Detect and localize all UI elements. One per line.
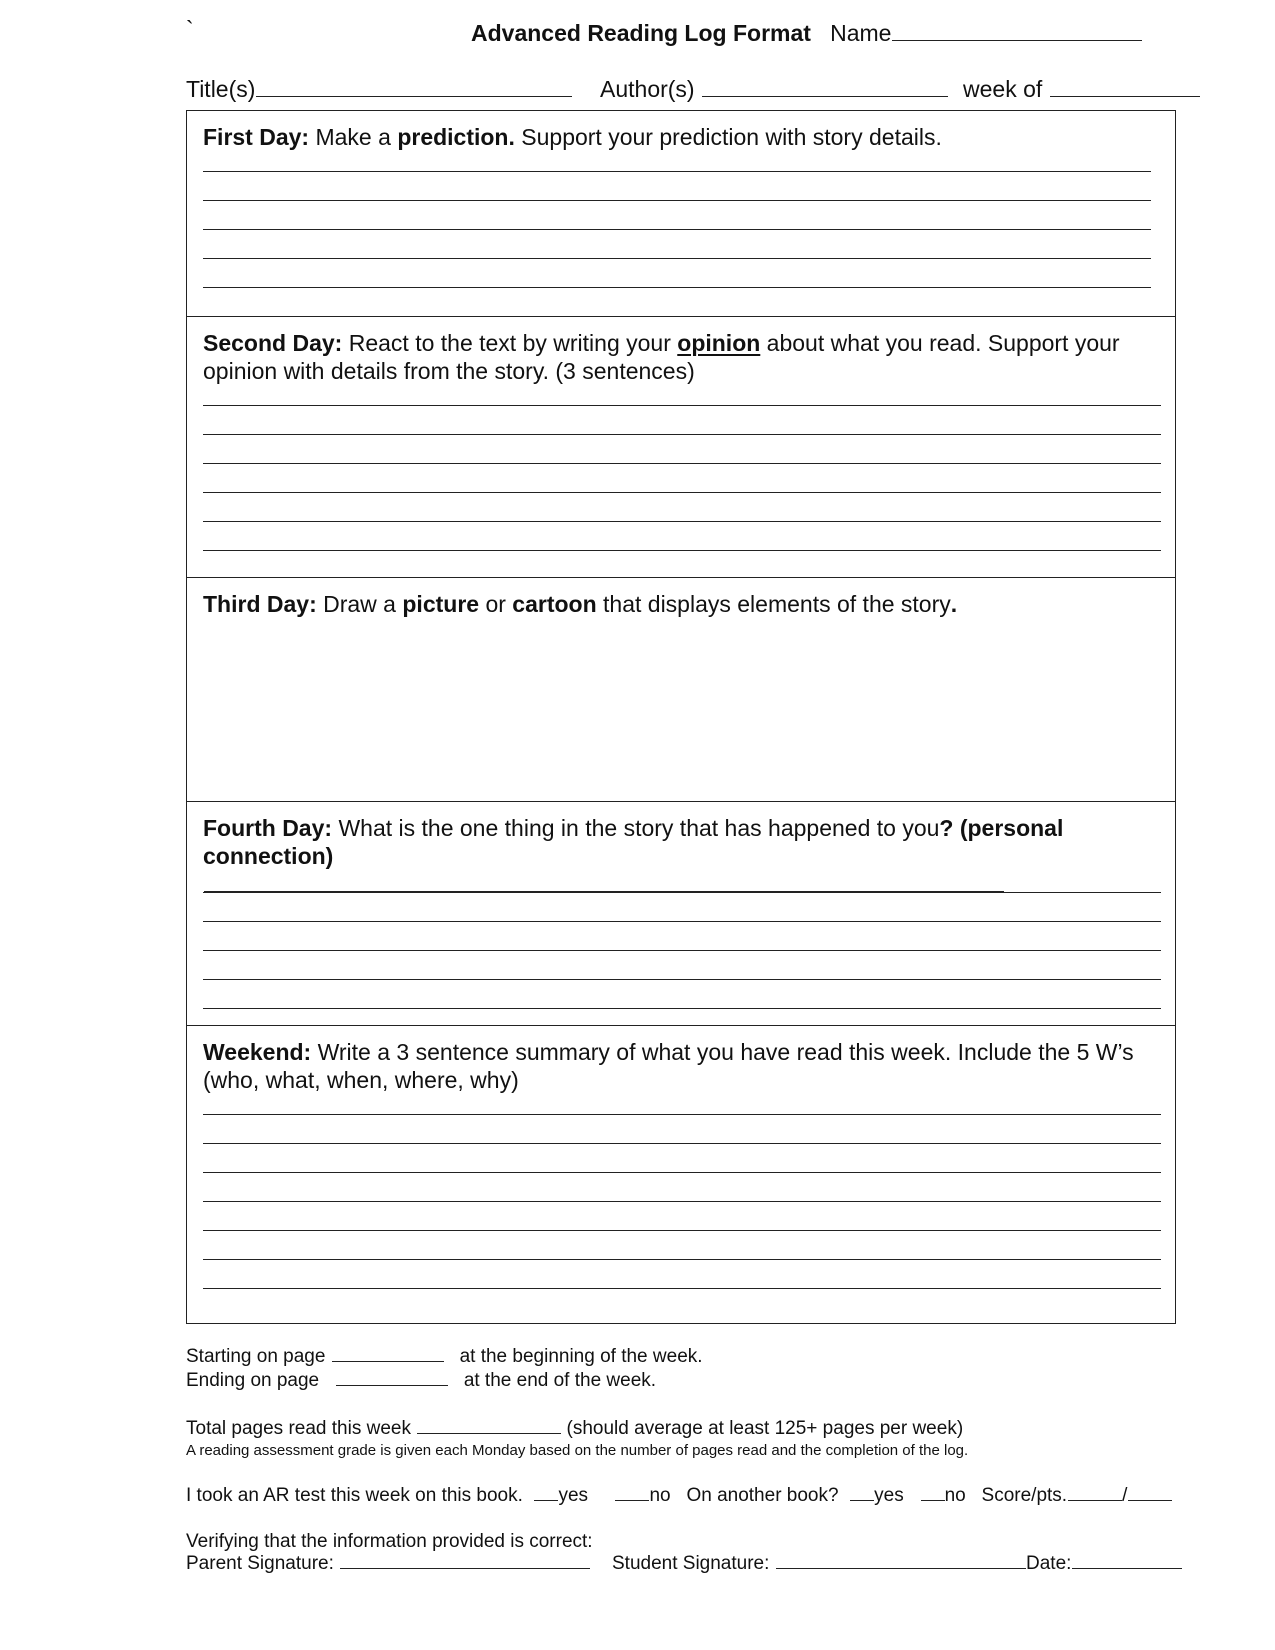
second-day-line-2[interactable] xyxy=(203,434,1161,435)
first-day-line-3[interactable] xyxy=(203,229,1151,230)
parent-signature-field[interactable] xyxy=(340,1567,590,1569)
fourth-day-label: Fourth Day: xyxy=(203,815,333,841)
total-pages-field[interactable] xyxy=(417,1432,561,1434)
fourth-day-line-2[interactable] xyxy=(203,921,1161,922)
ar-this-yes-blank[interactable] xyxy=(534,1499,558,1501)
page-title-line xyxy=(471,20,1142,47)
ar-other-yes: yes xyxy=(874,1485,904,1506)
weekend-text: Write a 3 sentence summary of what you have read this week. Include the 5 W’s (who, what, when, where, why) xyxy=(203,1039,1134,1093)
fourth-day-text-a: What is the one thing in the story that has happened to you xyxy=(332,815,940,841)
fourth-day-line-4[interactable] xyxy=(203,979,1161,980)
another-book-label: On another book? xyxy=(686,1485,839,1506)
assessment-note: A reading assessment grade is given each Monday based on the number of pages read and the completion of the log. xyxy=(186,1442,969,1459)
third-day-prompt xyxy=(203,590,1159,618)
week-row xyxy=(963,76,1200,103)
second-day-text-a: React to the text by writing your xyxy=(342,330,678,356)
authors-label: Author(s) xyxy=(600,76,695,102)
starting-page-label: Starting on page xyxy=(186,1346,326,1367)
name-label: Name xyxy=(830,20,892,46)
name-field[interactable] xyxy=(892,39,1142,41)
opinion-word: opinion xyxy=(677,330,761,356)
first-day-section xyxy=(187,111,1175,317)
ending-page-row xyxy=(186,1370,656,1392)
second-day-line-4[interactable] xyxy=(203,492,1161,493)
verify-label: Verifying that the information provided is correct: xyxy=(186,1531,593,1552)
parent-signature-row xyxy=(186,1553,590,1575)
ar-this-no: no xyxy=(649,1485,671,1506)
weekend-line-3[interactable] xyxy=(203,1172,1161,1173)
picture-word: picture xyxy=(402,591,480,617)
ending-page-field[interactable] xyxy=(336,1384,448,1386)
first-day-text-a: Make a xyxy=(309,124,398,150)
ending-page-label: Ending on page xyxy=(186,1370,320,1391)
second-day-section xyxy=(187,317,1175,578)
ar-other-no: no xyxy=(944,1485,966,1506)
third-day-label: Third Day: xyxy=(203,591,317,617)
date-label: Date: xyxy=(1026,1553,1072,1574)
reading-log-box xyxy=(186,110,1176,1324)
personal-connection-word: ? (personal connection) xyxy=(203,815,1064,869)
second-day-text-b: about what you read. Support your opinion with details from the story. (3 sentences) xyxy=(203,330,1120,384)
weekend-line-7[interactable] xyxy=(203,1288,1161,1289)
date-field[interactable] xyxy=(1072,1567,1182,1569)
second-day-line-1[interactable] xyxy=(203,405,1161,406)
ending-page-suffix: at the end of the week. xyxy=(463,1370,657,1391)
first-day-line-5[interactable] xyxy=(203,287,1151,288)
tick-mark: ` xyxy=(186,16,194,42)
weekend-line-2[interactable] xyxy=(203,1143,1161,1144)
weekend-line-1[interactable] xyxy=(203,1114,1161,1115)
ar-test-label: I took an AR test this week on this book. xyxy=(186,1485,523,1506)
titles-field[interactable] xyxy=(256,95,572,97)
score-points-field[interactable] xyxy=(1068,1499,1122,1501)
weekend-label: Weekend: xyxy=(203,1039,312,1065)
second-day-label: Second Day: xyxy=(203,330,343,356)
parent-signature-label: Parent Signature: xyxy=(186,1553,334,1574)
authors-field[interactable] xyxy=(702,95,948,97)
student-signature-field[interactable] xyxy=(776,1567,1026,1569)
date-row xyxy=(1026,1553,1182,1575)
student-signature-label: Student Signature: xyxy=(612,1553,770,1574)
prediction-word: prediction. xyxy=(397,124,515,150)
first-day-text-b: Support your prediction with story details. xyxy=(514,124,942,150)
titles-label: Title(s) xyxy=(186,76,256,102)
first-day-line-2[interactable] xyxy=(203,200,1151,201)
second-day-line-5[interactable] xyxy=(203,521,1161,522)
fourth-day-line-1[interactable] xyxy=(203,892,1161,893)
third-day-text-b: or xyxy=(479,591,513,617)
first-day-label: First Day: xyxy=(203,124,310,150)
fourth-day-prompt xyxy=(203,814,1115,898)
weekend-line-4[interactable] xyxy=(203,1201,1161,1202)
first-day-line-1[interactable] xyxy=(203,171,1151,172)
first-day-prompt xyxy=(203,123,1159,151)
second-day-line-6[interactable] xyxy=(203,550,1161,551)
third-day-section xyxy=(187,578,1175,802)
second-day-line-3[interactable] xyxy=(203,463,1161,464)
ar-other-yes-blank[interactable] xyxy=(850,1499,874,1501)
total-pages-row xyxy=(186,1418,963,1440)
total-pages-suffix: (should average at least 125+ pages per week) xyxy=(566,1418,964,1439)
week-of-field[interactable] xyxy=(1050,95,1200,97)
weekend-line-6[interactable] xyxy=(203,1259,1161,1260)
fourth-day-line-3[interactable] xyxy=(203,950,1161,951)
score-total-field[interactable] xyxy=(1128,1499,1172,1501)
week-of-label: week of xyxy=(963,76,1043,102)
starting-page-field[interactable] xyxy=(332,1360,444,1362)
author-row xyxy=(600,76,948,103)
third-day-period: . xyxy=(950,591,958,617)
score-separator: / xyxy=(1122,1485,1128,1506)
ar-this-yes: yes xyxy=(558,1485,589,1506)
total-pages-label: Total pages read this week xyxy=(186,1418,411,1439)
fourth-day-section xyxy=(187,802,1175,1026)
starting-page-row xyxy=(186,1346,703,1368)
title-row xyxy=(186,76,572,103)
ar-other-no-blank[interactable] xyxy=(921,1499,945,1501)
page-title: Advanced Reading Log Format xyxy=(471,20,811,46)
third-day-text-a: Draw a xyxy=(316,591,403,617)
starting-page-suffix: at the beginning of the week. xyxy=(459,1346,703,1367)
cartoon-word: cartoon xyxy=(512,591,597,617)
weekend-prompt xyxy=(203,1038,1159,1094)
third-day-text-c: that displays elements of the story xyxy=(596,591,951,617)
score-label: Score/pts. xyxy=(981,1485,1068,1506)
weekend-line-5[interactable] xyxy=(203,1230,1161,1231)
ar-this-no-blank[interactable] xyxy=(615,1499,649,1501)
weekend-section xyxy=(187,1026,1175,1322)
drawing-area[interactable] xyxy=(197,628,1165,795)
second-day-prompt xyxy=(203,329,1159,385)
first-day-line-4[interactable] xyxy=(203,258,1151,259)
fourth-day-line-5[interactable] xyxy=(203,1008,1161,1009)
ar-test-row xyxy=(186,1485,1172,1507)
student-signature-row xyxy=(612,1553,1026,1575)
